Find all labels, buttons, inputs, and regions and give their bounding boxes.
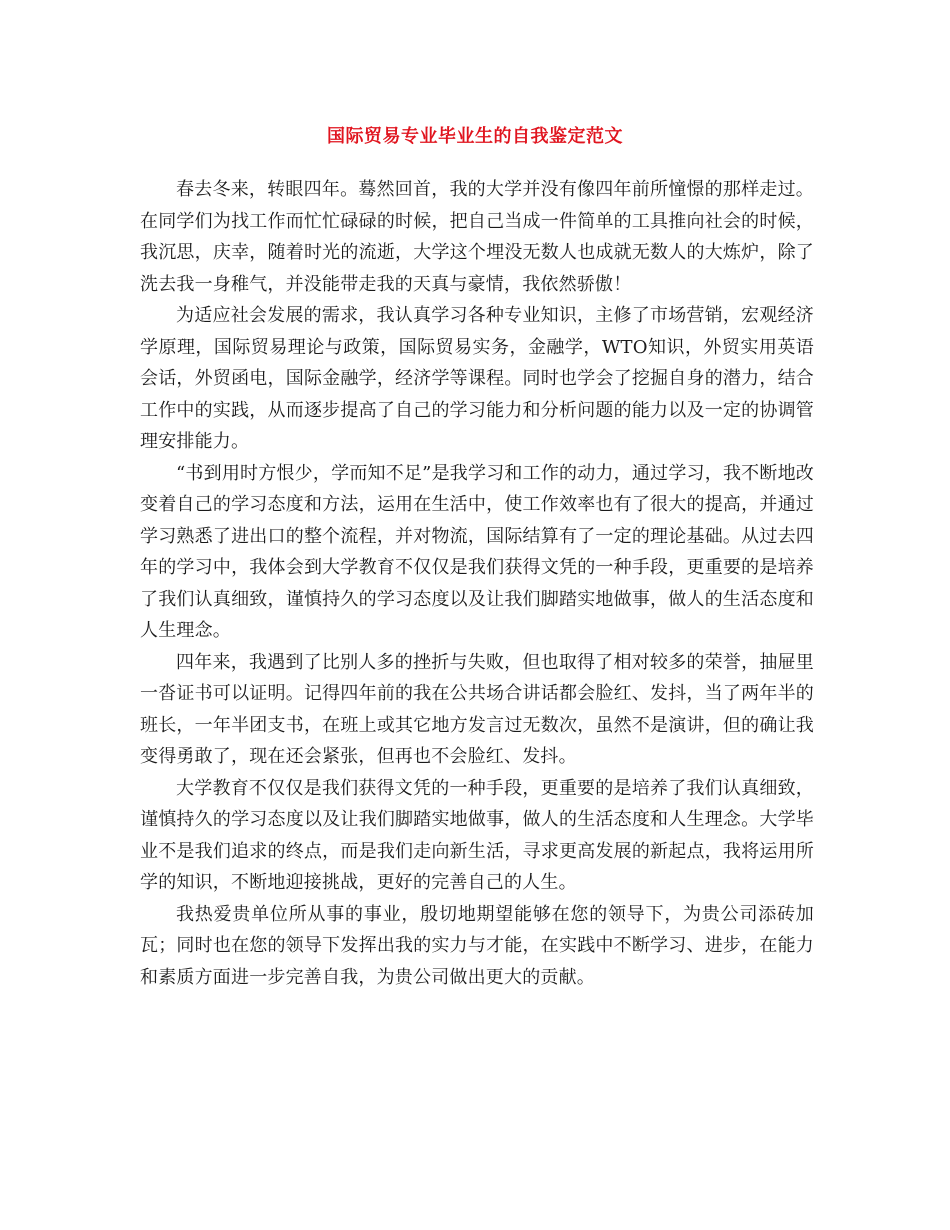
paragraph-2: 为适应社会发展的需求，我认真学习各种专业知识，主修了市场营销，宏观经济学原理，国际贸易理论与政策，国际贸易实务，金融学，WTO知识，外贸实用英语会话，外贸函电，国际金融学，经济学等课程。同时也学会了挖掘自身的潜力，结合工作中的实践，从而逐步提高了自己的学习能力和分析问题的能力以及一定的协调管理安排能力。 (140, 305, 814, 452)
paragraph-4: 四年来，我遇到了比别人多的挫折与失败，但也取得了相对较多的荣誉，抽屉里一沓证书可以证明。记得四年前的我在公共场合讲话都会脸红、发抖，当了两年半的班长，一年半团支书，在班上或其它地方发言过无数次，虽然不是演讲，但的确让我变得勇敢了，现在还会紧张，但再也不会脸红、发抖。 (140, 651, 814, 767)
paragraph-6: 我热爱贵单位所从事的事业，殷切地期望能够在您的领导下，为贵公司添砖加瓦；同时也在您的领导下发挥出我的实力与才能，在实践中不断学习、进步，在能力和素质方面进一步完善自我，为贵公司做出更大的贡献。 (140, 903, 814, 988)
paragraph-3: “书到用时方恨少，学而知不足”是我学习和工作的动力，通过学习，我不断地改变着自己的学习态度和方法，运用在生活中，使工作效率也有了很大的提高，并通过学习熟悉了进出口的整个流程，并对物流，国际结算有了一定的理论基础。从过去四年的学习中，我体会到大学教育不仅仅是我们获得文凭的一种手段，更重要的是培养了我们认真细致，谨慎持久的学习态度以及让我们脚踏实地做事，做人的生活态度和人生理念。 (140, 462, 814, 641)
paragraph-1: 春去冬来，转眼四年。蓦然回首，我的大学并没有像四年前所憧憬的那样走过。在同学们为找工作而忙忙碌碌的时候，把自己当成一件简单的工具推向社会的时候，我沉思，庆幸，随着时光的流逝，大学这个埋没无数人也成就无数人的大炼炉，除了洗去我一身稚气，并没能带走我的天真与豪情，我依然骄傲！ (140, 179, 814, 295)
paragraph-5: 大学教育不仅仅是我们获得文凭的一种手段，更重要的是培养了我们认真细致，谨慎持久的学习态度以及让我们脚踏实地做事，做人的生活态度和人生理念。大学毕业不是我们追求的终点，而是我们走向新生活，寻求更高发展的新起点，我将运用所学的知识，不断地迎接挑战，更好的完善自己的人生。 (140, 777, 814, 893)
document-body (140, 174, 814, 993)
document-title: 国际贸易专业毕业生的自我鉴定范文 (327, 126, 623, 147)
